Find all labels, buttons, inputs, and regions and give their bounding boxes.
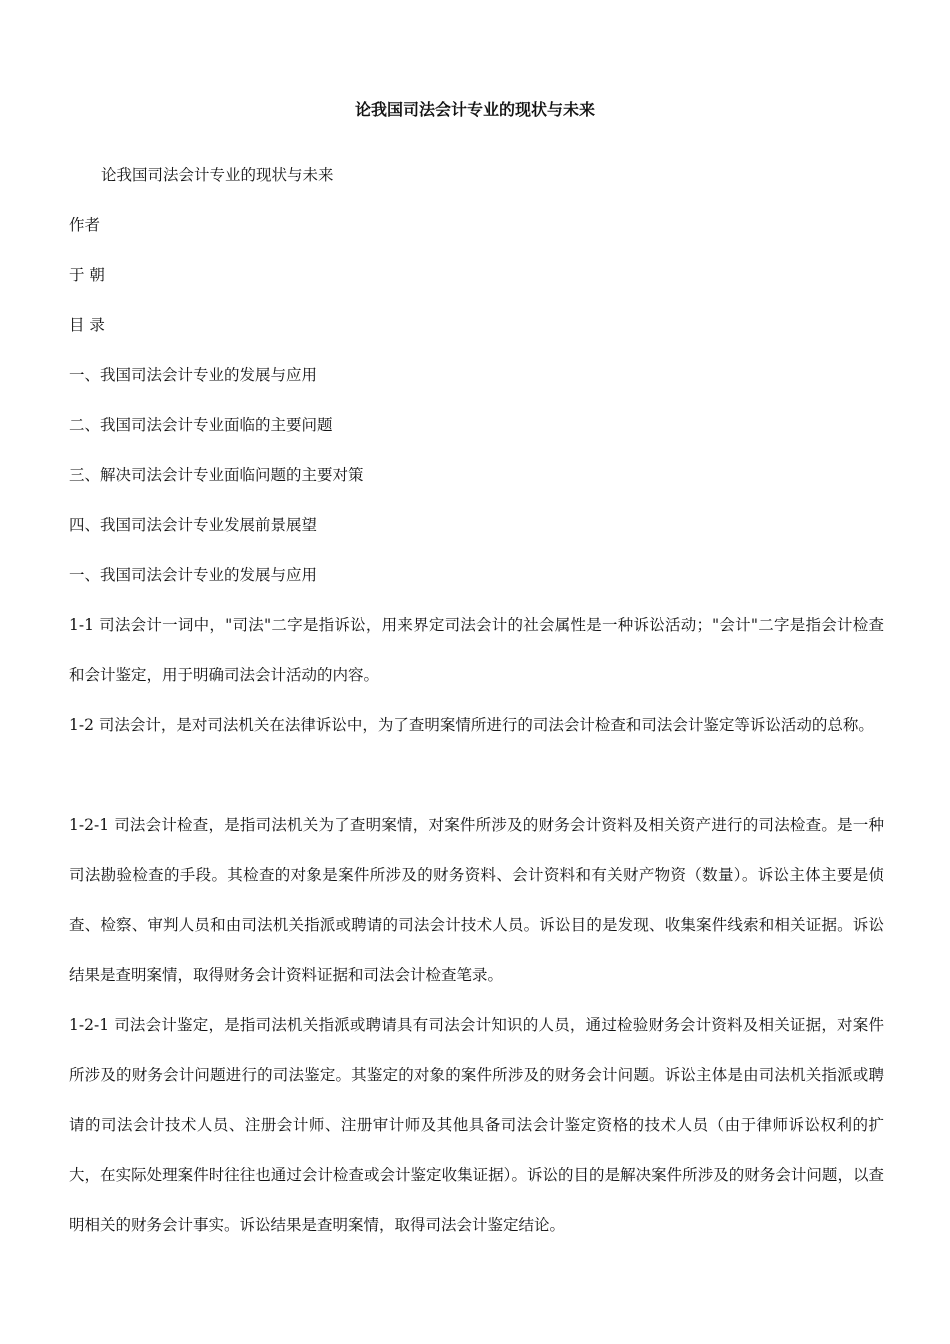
document-title: 论我国司法会计专业的现状与未来: [354, 100, 595, 119]
paragraph-1-2-1-inspection: 1-2-1 司法会计检查，是指司法机关为了查明案情，对案件所涉及的财务会计资料及相关资产进行的司法检查。是一种司法勘验检查的手段。其检查的对象是案件所涉及的财务资料、会计资料和有关财产物资（数量）。诉讼主体主要是侦查、检察、审判人员和由司法机关指派或聘请的司法会计技术人员。诉讼目的是发现、收集案件线索和相关证据。诉讼结果是查明案情，取得财务会计资料证据和司法会计检查笔录。: [69, 816, 884, 984]
paragraph-1-2: 1-2 司法会计，是对司法机关在法律诉讼中，为了查明案情所进行的司法会计检查和司法会计鉴定等诉讼活动的总称。: [69, 716, 874, 734]
toc-item-4: 四、我国司法会计专业发展前景展望: [69, 516, 318, 534]
toc-item-2: 二、我国司法会计专业面临的主要问题: [69, 416, 333, 434]
document-subtitle: 论我国司法会计专业的现状与未来: [101, 166, 334, 184]
author-name: 于 朝: [69, 266, 105, 284]
paragraph-1-2-1-appraisal: 1-2-1 司法会计鉴定，是指司法机关指派或聘请具有司法会计知识的人员，通过检验财务会计资料及相关证据，对案件所涉及的财务会计问题进行的司法鉴定。其鉴定的对象的案件所涉及的财务会计问题。诉讼主体是由司法机关指派或聘请的司法会计技术人员、注册会计师、注册审计师及其他具备司法会计鉴定资格的技术人员（由于律师诉讼权利的扩大，在实际处理案件时往往也通过会计检查或会计鉴定收集证据）。诉讼的目的是解决案件所涉及的财务会计问题，以查明相关的财务会计事实。诉讼结果是查明案情，取得司法会计鉴定结论。: [69, 1016, 884, 1234]
toc-item-1: 一、我国司法会计专业的发展与应用: [69, 366, 318, 384]
author-label: 作者: [69, 216, 101, 234]
toc-label: 目 录: [69, 316, 105, 334]
paragraph-1-1: 1-1 司法会计一词中，"司法"二字是指诉讼，用来界定司法会计的社会属性是一种诉讼活动；"会计"二字是指会计检查和会计鉴定，用于明确司法会计活动的内容。: [69, 616, 884, 684]
toc-item-3: 三、解决司法会计专业面临问题的主要对策: [69, 466, 364, 484]
section-heading: 一、我国司法会计专业的发展与应用: [69, 566, 318, 584]
